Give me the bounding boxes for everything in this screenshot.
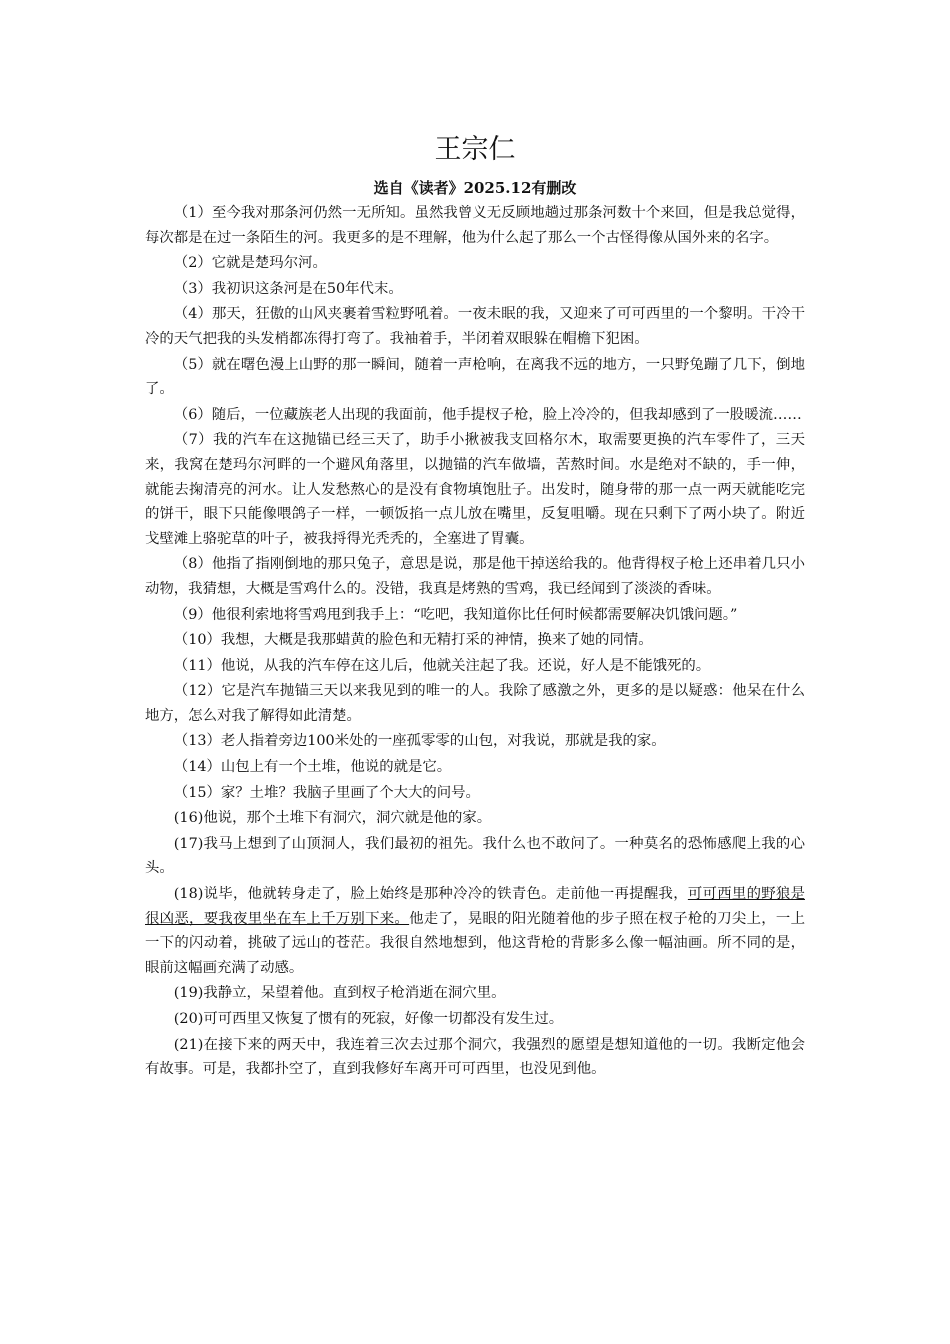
paragraph-12: （12）它是汽车抛锚三天以来我见到的唯一的人。我除了感激之外，更多的是以疑惑：他呆在什么地方，怎么对我了解得如此清楚。 [145,683,805,724]
paragraph-13: （13）老人指着旁边100米处的一座孤零零的山包，对我说，那就是我的家。 [173,733,666,750]
paragraph-15: （15）家？土堆？我脑子里画了个大大的问号。 [173,784,480,801]
paragraph-9: （9）他很利索地将雪鸡甩到我手上：“吃吧，我知道你比任何时候都需要解决饥饿问题。” [173,606,738,623]
paragraph-18-text: (18)说毕，他就转身走了，脸上始终是那种冷冷的铁青色。走前他一再提醒我， [173,886,688,903]
paragraph-21: (21)在接下来的两天中，我连着三次去过那个洞穴，我强烈的愿望是想知道他的一切。我断定他会有故事。可是，我都扑空了，直到我修好车离开可可西里，也没见到他。 [145,1036,805,1078]
paragraph-18 [145,882,805,980]
document-source: 选自《读者》2025.12有删改 [373,179,577,197]
paragraph-17: (17)我马上想到了山顶洞人，我们最初的祖先。我什么也不敢问了。一种莫名的恐怖感爬上我的心头。 [145,835,805,877]
paragraph-5: （5）就在曙色漫上山野的那一瞬间，随着一声枪响，在离我不远的地方，一只野兔蹦了几下，倒地了。 [145,356,805,398]
paragraph-1: （1）至今我对那条河仍然一无所知。虽然我曾义无反顾地趟过那条河数十个来回，但是我总觉得，每次都是在过一条陌生的河。我更多的是不理解，他为什么起了那么一个古怪得像从国外来的名字。 [145,205,805,246]
paragraph-14: （14）山包上有一个土堆，他说的就是它。 [173,759,452,776]
paragraph-3: （3）我初识这条河是在50年代末。 [173,280,403,297]
paragraph-7: （7）我的汽车在这抛锚已经三天了，助手小揪被我支回格尔木，取需要更换的汽车零件了，三天来，我窝在楚玛尔河畔的一个避风角落里，以抛锚的汽车做墙，苦熬时间。水是绝对不缺的，手一伸，就能去掬清亮的河水。让人发愁熬心的是没有食物填饱肚子。出发时，随身带的那一点一两天就能吃完的饼干，眼下只能像喂鸽子一样，一顿饭掐一点儿放在嘴里，反复咀嚼。现在只剩下了两小块了。附近戈壁滩上骆驼草的叶子，被我捋得光秃秃的，全塞进了胃囊。 [145,432,805,547]
document-title: 王宗仁 [434,134,516,165]
paragraph-16: (16)他说，那个土堆下有洞穴，洞穴就是他的家。 [173,810,492,827]
paragraph-20: (20)可可西里又恢复了惯有的死寂，好像一切都没有发生过。 [173,1011,564,1027]
paragraph-18-continuation: 他走了，晃眼的阳光随着他的步子照在杈子枪的刀尖上，一上一下的闪动着，挑破了远山的苍茫。我很自然地想到，他这背枪的背影多么像一幅油画。所不同的是，眼前这幅画充满了动感。 [145,910,805,976]
paragraph-4: （4）那天，狂傲的山风夹裹着雪粒野吼着。一夜未眠的我，又迎来了可可西里的一个黎明。干冷干冷的天气把我的头发梢都冻得打弯了。我袖着手，半闭着双眼躲在帽檐下犯困。 [145,306,805,347]
paragraph-2: （2）它就是楚玛尔河。 [173,255,327,272]
underlined-sentence: 可可西里的野狼是很凶恶，要我夜里坐在车上千万别下来。 [145,886,805,927]
paragraph-8: （8）他指了指刚倒地的那只兔子，意思是说，那是他干掉送给我的。他背得杈子枪上还串着几只小动物，我猜想，大概是雪鸡什么的。没错，我真是烤熟的雪鸡，我已经闻到了淡淡的香味。 [145,556,805,597]
paragraph-10: （10）我想，大概是我那蜡黄的脸色和无精打采的神情，换来了她的同情。 [173,632,653,649]
paragraph-11: （11）他说，从我的汽车停在这儿后，他就关注起了我。还说，好人是不能饿死的。 [173,657,711,674]
document-page [145,130,805,1083]
paragraph-19: (19)我静立，呆望着他。直到杈子枪消逝在洞穴里。 [173,985,506,1002]
paragraph-6: （6）随后，一位藏族老人出现的我面前，他手提杈子枪，脸上冷冷的，但我却感到了一股暖流…… [173,406,802,423]
